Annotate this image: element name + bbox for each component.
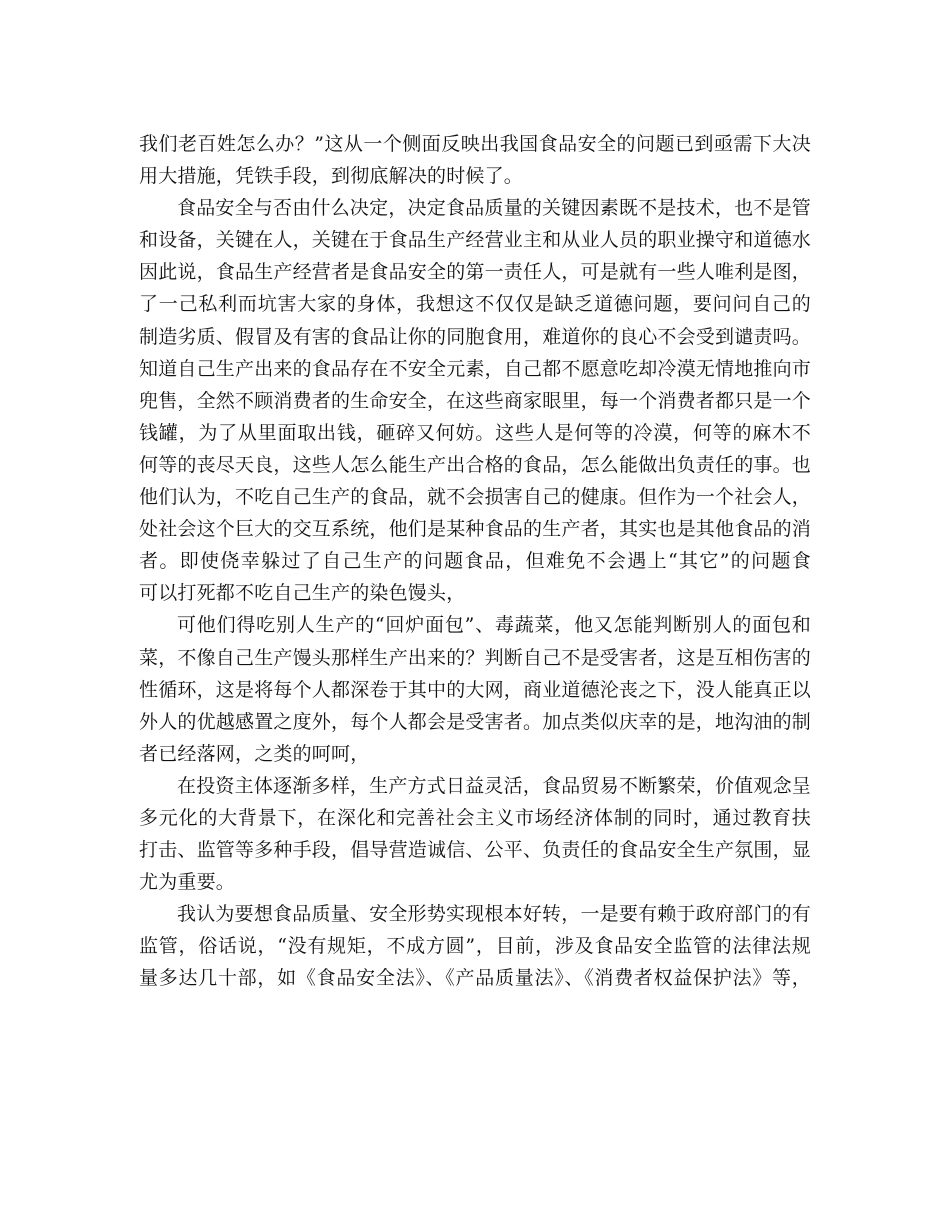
text-line: 者已经落网，之类的呵呵， [139, 742, 370, 765]
text-line: 打击、监管等多种手段，倡导营造诚信、公平、负责任的食品安全生产氛围，显 [139, 839, 811, 862]
text-line: 兜售，全然不顾消费者的生命安全，在这些商家眼里，每一个消费者都只是一个 [139, 389, 811, 412]
text-line: 处社会这个巨大的交互系统，他们是某种食品的生产者，其实也是其他食品的消 [139, 518, 811, 541]
text-line: 在投资主体逐渐多样，生产方式日益灵活，食品贸易不断繁荣，价值观念呈 [177, 774, 811, 797]
text-line: 我认为要想食品质量、安全形势实现根本好转，一是要有赖于政府部门的有 [177, 903, 811, 926]
text-line: 性循环，这是将每个人都深卷于其中的大网，商业道德沦丧之下，没人能真正以 [139, 678, 811, 701]
text-line: 可以打死都不吃自己生产的染色馒头， [139, 582, 466, 605]
text-line: 因此说，食品生产经营者是食品安全的第一责任人，可是就有一些人唯利是图， [139, 261, 811, 284]
text-line: 制造劣质、假冒及有害的食品让你的同胞食用，难道你的良心不会受到谴责吗。 [139, 325, 811, 348]
text-line: 者。即使侥幸躲过了自己生产的问题食品，但难免不会遇上“其它”的问题食 [139, 550, 811, 573]
text-line: 钱罐，为了从里面取出钱，砸碎又何妨。这些人是何等的冷漠，何等的麻木不 [139, 421, 811, 444]
text-line: 尤为重要。 [139, 871, 236, 894]
text-line: 可他们得吃别人生产的“回炉面包”、毒蔬菜，他又怎能判断别人的面包和 [177, 614, 811, 637]
text-line: 他们认为，不吃自己生产的食品，就不会损害自己的健康。但作为一个社会人， [139, 486, 811, 509]
text-line: 和设备，关键在人，关键在于食品生产经营业主和从业人员的职业操守和道德水 [139, 229, 811, 252]
text-line: 外人的优越感置之度外，每个人都会是受害者。加点类似庆幸的是，地沟油的制 [139, 710, 811, 733]
text-line: 了一己私利而坑害大家的身体，我想这不仅仅是缺乏道德问题，要问问自己的 [139, 293, 811, 316]
text-line: 多元化的大背景下，在深化和完善社会主义市场经济体制的同时，通过教育扶 [139, 806, 811, 829]
text-line: 知道自己生产出来的食品存在不安全元素，自己都不愿意吃却冷漠无情地推向市 [139, 357, 811, 380]
text-line: 我们老百姓怎么办？”这从一个侧面反映出我国食品安全的问题已到亟需下大决 [139, 133, 811, 155]
text-line: 食品安全与否由什么决定，决定食品质量的关键因素既不是技术，也不是管 [177, 197, 811, 220]
text-line: 量多达几十部，如《食品安全法》、《产品质量法》、《消费者权益保护法》等， [139, 967, 811, 990]
text-line: 何等的丧尽天良，这些人怎么能生产出合格的食品，怎么能做出负责任的事。也 [139, 453, 811, 476]
text-line: 监管，俗话说，“没有规矩，不成方圆”，目前，涉及食品安全监管的法律法规 [139, 935, 811, 958]
text-line: 用大措施，凭铁手段，到彻底解决的时候了。 [139, 165, 524, 188]
text-line: 菜，不像自己生产馒头那样生产出来的？判断自己不是受害者，这是互相伤害的 [139, 646, 811, 669]
document-body [139, 128, 811, 995]
